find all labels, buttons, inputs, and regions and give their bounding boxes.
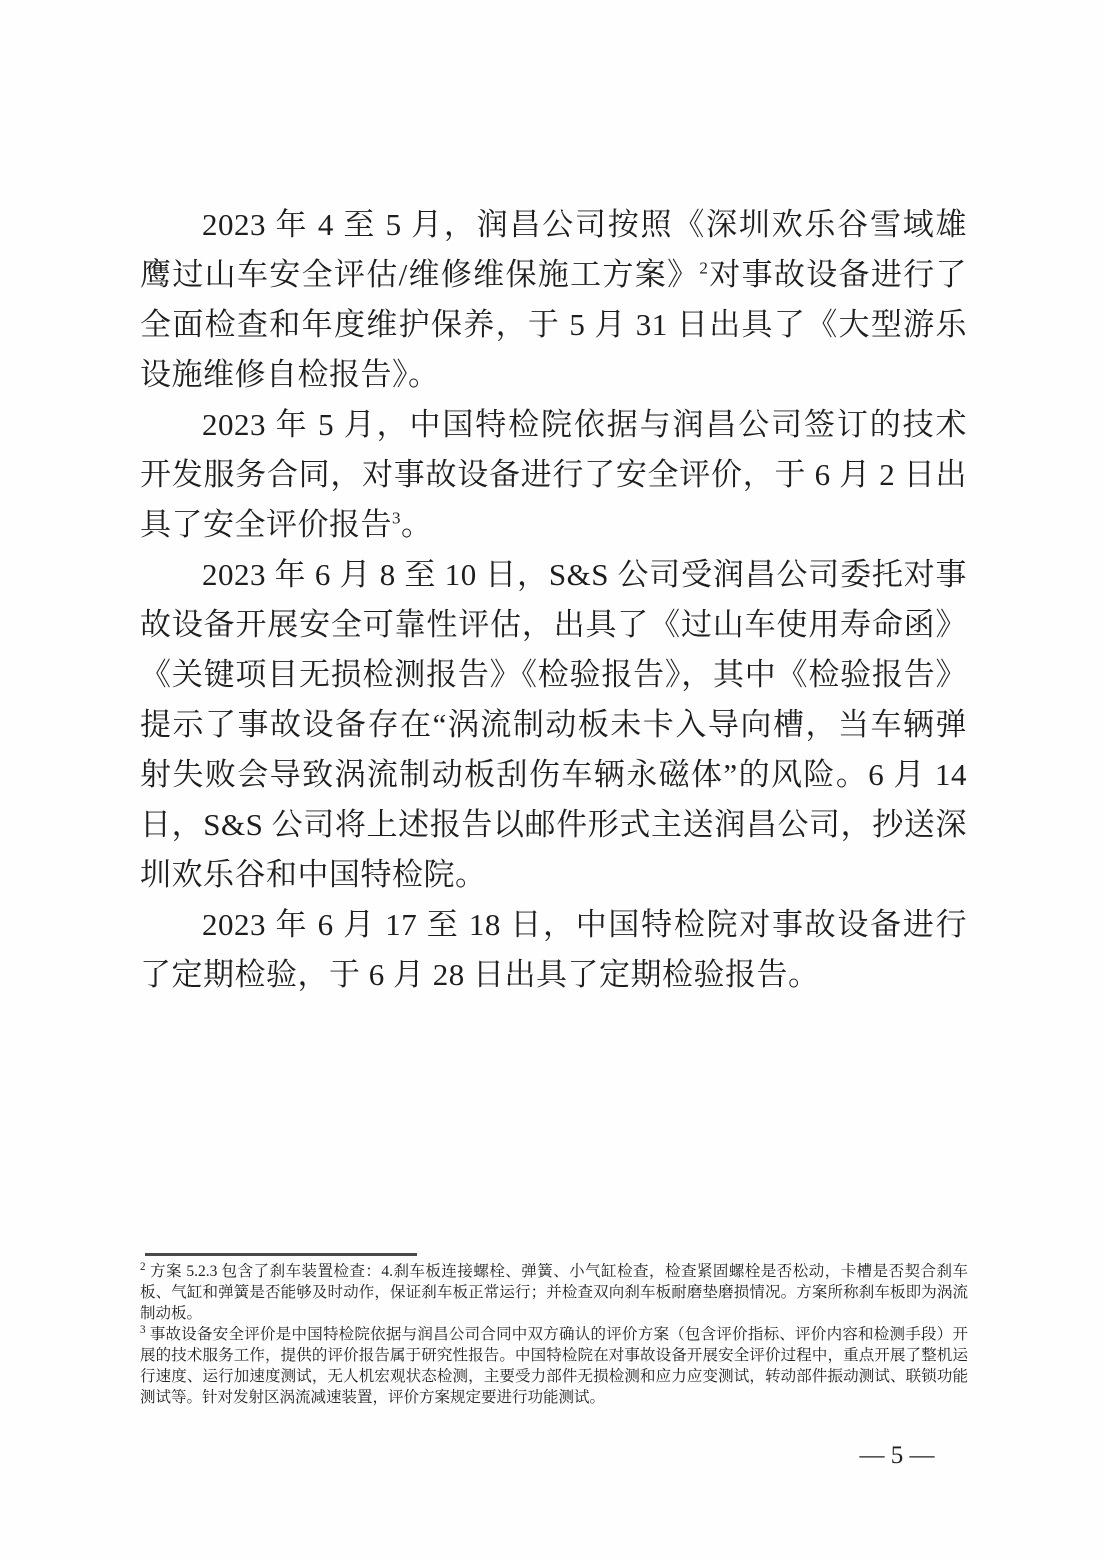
- footnote-ref-3: 3: [392, 508, 402, 528]
- paragraph-text: 对事故设备进行了全面检查和年度维护保养，于 5 月 31 日出具了《大型游乐设施维修自检报告》。: [140, 257, 967, 392]
- paragraph-maintenance-report: [140, 200, 967, 400]
- paragraph-reliability-assessment: [140, 550, 967, 900]
- paragraph-text: 2023 年 6 月 17 至 18 日，中国特检院对事故设备进行了定期检验，于 6 月 28 日出具了定期检验报告。: [140, 907, 967, 992]
- paragraph-text: 2023 年 6 月 8 至 10 日，S&S 公司受润昌公司委托对事故设备开展安全可靠性评估，出具了《过山车使用寿命函》《关键项目无损检测报告》《检验报告》，其中《检验报告》提示了事故设备存在“涡流制动板未卡入导向槽，当车辆弹射失败会导致涡流制动板刮伤车辆永磁体”的风险。6 月 14 日，S&S 公司将上述报告以邮件形式主送润昌公司，抄送深圳欢乐谷和中国特检院。: [140, 557, 967, 892]
- page-number: — 5 —: [859, 1442, 935, 1469]
- paragraph-text: 。: [401, 507, 433, 542]
- paragraph-text: 2023 年 4 至 5 月，润昌公司按照《深圳欢乐谷雪域雄鹰过山车安全评估/维修维保施工方案》: [140, 207, 967, 292]
- paragraph-text: 2023 年 5 月，中国特检院依据与润昌公司签订的技术开发服务合同，对事故设备进行了安全评价，于 6 月 2 日出具了安全评价报告: [140, 407, 967, 542]
- document-body: [140, 200, 967, 1000]
- paragraph-safety-evaluation: [140, 400, 967, 550]
- footnote-ref-2: 2: [699, 258, 709, 278]
- paragraph-periodic-inspection: [140, 900, 967, 1000]
- footnote-3: [140, 1324, 968, 1408]
- footnote-3-marker: 3: [140, 1323, 146, 1336]
- footnote-2-text: 方案 5.2.3 包含了刹车装置检查：4.刹车板连接螺栓、弹簧、小气缸检查，检查紧固螺栓是否松动，卡槽是否契合刹车板、气缸和弹簧是否能够及时动作，保证刹车板正常运行；并检查双向刹车板耐磨垫磨损情况。方案所称刹车板即为涡流制动板。: [140, 1263, 968, 1322]
- footnote-2-marker: 2: [140, 1260, 146, 1273]
- footnote-separator-line: [145, 1253, 417, 1256]
- footnote-2: [140, 1261, 968, 1324]
- footnote-3-text: 事故设备安全评价是中国特检院依据与润昌公司合同中双方确认的评价方案（包含评价指标、评价内容和检测手段）开展的技术服务工作，提供的评价报告属于研究性报告。中国特检院在对事故设备开展安全评价过程中，重点开展了整机运行速度、运行加速度测试，无人机宏观状态检测，主要受力部件无损检测和应力应变测试，转动部件振动测试、联锁功能测试等。针对发射区涡流减速装置，评价方案规定要进行功能测试。: [140, 1326, 968, 1406]
- footnotes-section: [140, 1261, 968, 1408]
